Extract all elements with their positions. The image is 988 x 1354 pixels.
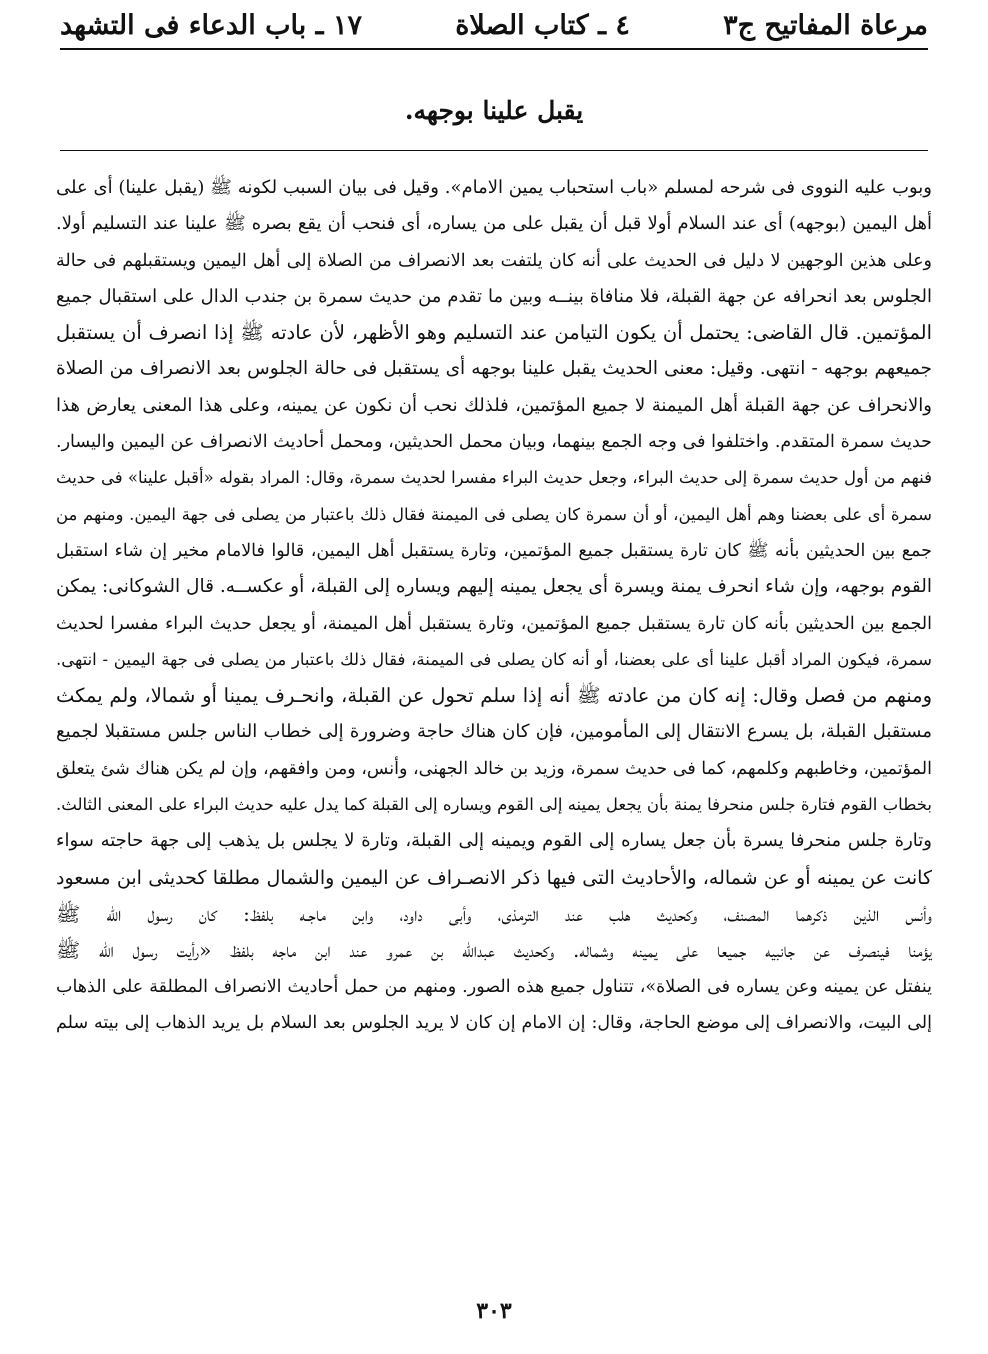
text-line: وأنس الذين ذكرهما المصنف، وكحديث هلب عند الترمذى، وأبى داود، وابن ماجـه بلفظ: كان رسول الله ﷺ <box>56 901 932 926</box>
text-line: جميعهم بوجهه - انتهى. وقيل: معنى الحديث يقبل علينا بوجهه أى يستقبل فى حالة الجلوس بعد الانصراف من الصلاة <box>56 358 932 380</box>
text-line: ومنهم من فصل وقال: إنه كان من عادته ﷺ أنه إذا سلم تحول عن القبلة، وانحـرف يمينا أو شمالا، ولم يمكث <box>56 684 932 708</box>
header-section: ١٧ ـ باب الدعاء فى التشهد <box>60 9 363 41</box>
text-line: والانحراف عن جهة القبلة أهل الميمنة لا جميع المؤتمين، فلذلك نحب أن نكون عن يمينه، وعلى هذا المعنى يعارض هذا <box>56 394 932 416</box>
text-line: إلى البيت، والانصراف إلى موضع الحاجة، وقال: إن الامام إن كان لا يريد الجلوس بعد السلام بل يريد الذهاب إلى بيته سلم <box>56 1012 932 1033</box>
text-line: الجمع بين الحديثين بأنه كان تارة يستقبل جميع المؤتمين، وتارة يستقبل أهل الميمنة، أو يجعل حديث البراء مفسرا لحديث <box>56 613 932 634</box>
text-line: ينفتل عن يمينه وعن يساره فى الصلاة»، تتناول جميع هذه الصور. ومنهم من حمل أحاديث الانصراف المطلقة على الذهاب <box>56 976 932 997</box>
text-line: الجلوس بعد انحرافه عن جهة القبلة، فلا منافاة بينــه وبين ما تقدم من حديث سمرة بن جندب الدال على استقبال جميع <box>56 285 932 307</box>
header-rule <box>60 48 928 50</box>
text-line: يؤمنا فينصرف عن جانبيه جميعا على يمينه وشماله. وكحديث عبدالله بن عمرو عند ابن ماجه بلفظ «رأيت رسول الله ﷺ <box>56 938 932 963</box>
hadith-text: يقبل علينا بوجهه. <box>404 96 584 125</box>
text-line: جمع بين الحديثين بأنه ﷺ كان تارة يستقبل جميع المؤتمين، وتارة يستقبل أهل اليمين، قالوا فالامام مخير إن شاء استقبل <box>56 540 932 561</box>
text-line: كانت عن يمينه أو عن شماله، والأحاديث التى فيها ذكر الانصـراف عن اليمين والشمال مطلقا كحديثى ابن مسعود <box>56 866 932 889</box>
text-line: وتارة جلس منحرفا يسرة بأن جعل يساره إلى القوم ويمينه إلى القبلة، وتارة لا يجلس بل يذهب إلى جهة حاجته سواء <box>56 830 932 852</box>
text-line: المؤتمين. قال القاضى: يحتمل أن يكون التيامن عند التسليم وهو الأظهر، لأن عادته ﷺ إذا انصرف أن يستقبل <box>56 321 932 345</box>
commentary-body <box>56 170 932 1041</box>
text-line: وبوب عليه النووى فى شرحه لمسلم «باب استحباب يمين الامام». وقيل فى بيان السبب لكونه ﷺ (يقبل علينا) أى على <box>56 177 932 198</box>
text-line: وعلى هذين الوجهين لا دليل فى الحديث على أنه كان يلتفت بعد الانصراف من الصلاة إلى أهل اليمين ويستقبلهم فى حالة <box>56 250 932 271</box>
text-line: بخطاب القوم فتارة جلس منحرفا يمنة بأن يجعل يمينه إلى القوم ويساره إلى القبلة كما يدل عليه حديث البراء على المعنى الثالث. <box>56 795 932 815</box>
text-line: فنهم من أول حديث سمرة إلى حديث البراء، وجعل حديث البراء مفسرا لحديث سمرة، وقال: المراد بقوله «أقبل علينا» فى حديث <box>56 468 932 488</box>
header-book-title: مرعاة المفاتيح ج٣ <box>723 9 928 41</box>
text-line: أهل اليمين (بوجهه) أى عند السلام أولا قبل أن يقبل على من يساره، أى فنحب أن يقع بصره ﷺ علينا عند التسليم أولا. <box>56 213 932 235</box>
text-line: سمرة أى على بعضنا وهم أهل اليمين، أو أن سمرة كان يصلى فى الميمنة فقال ذلك باعتبار من يصلى فى جهة اليمين. ومنهم من <box>56 504 932 524</box>
text-line: سمرة، فيكون المراد أقبل علينا أى على بعضنا، أو أنه كان يصلى فى الميمنة، فقال ذلك باعتبار من يصلى فى جهة اليمين - انتهى. <box>56 649 932 669</box>
running-header <box>60 4 928 46</box>
hadith-divider-rule <box>60 150 928 151</box>
text-line: حديث سمرة المتقدم. واختلفوا فى وجه الجمع بينهما، وبيان محمل الحديثين، ومحمل أحاديث الانصراف عن اليمين واليسار. <box>56 432 932 453</box>
header-chapter: ٤ ـ كتاب الصلاة <box>455 9 630 41</box>
text-line: مستقبل القبلة، بل يسرع الانتقال إلى المأمومين، فإن كان هناك حاجة وضرورة إلى خطاب الناس جلس مستقبلا لجميع <box>56 721 932 743</box>
text-line: المؤتمين، وخاطبهم وكلمهم، كما فى حديث سمرة، وزيد بن خالد الجهنى، وأنس، ومن وافقهم، وإن لم يكن هناك شئ يتعلق <box>56 758 932 779</box>
text-line: القوم بوجهه، وإن شاء انحرف يمنة ويسرة أى يجعل يمينه إليهم ويساره إلى القبلة، أو عكســه. قال الشوكانى: يمكن <box>56 576 932 598</box>
page-number: ٣٠٣ <box>476 1298 512 1324</box>
